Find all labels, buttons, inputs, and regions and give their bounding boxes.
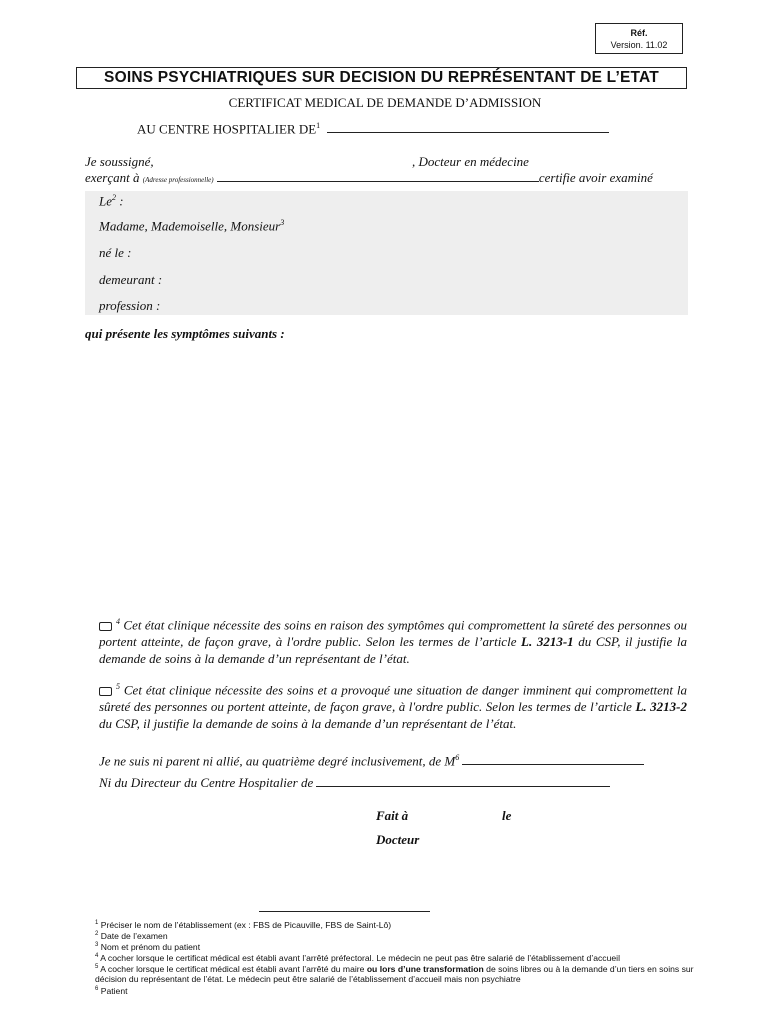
footnote-number: 1 [95, 920, 99, 926]
civilite-label: Madame, Mademoiselle, Monsieur [99, 218, 281, 234]
option-ordre-public [99, 613, 687, 667]
patient-name-field[interactable] [462, 754, 644, 765]
footnote-ref: 6 [455, 753, 460, 762]
option-2-checkbox[interactable] [99, 687, 112, 696]
footnote-separator [259, 911, 430, 912]
adresse-hint: (Adresse professionnelle) [142, 176, 214, 184]
docteur-signature-field[interactable]: Docteur [376, 832, 420, 847]
adresse-field[interactable] [217, 171, 539, 182]
le-label: Le [99, 193, 112, 209]
demeurant-field[interactable]: demeurant : [99, 272, 163, 287]
option-2-text: Cet état clinique nécessite des soins et a provoqué une situation de danger imminent qui compromettent la sûreté des personnes ou portent atteinte, de façon grave, à l'ordre public. Selon les termes de l’article [99, 682, 687, 715]
footnote-number: 2 [95, 931, 99, 937]
fait-a-field[interactable]: Fait à [376, 808, 409, 823]
footnote-text: Date de l’examen [100, 930, 168, 941]
footnote-text: Préciser le nom de l’établissement (ex : FBS de Picauville, FBS de Saint-Lô) [100, 919, 392, 930]
footnote-ref: 4 [116, 617, 120, 626]
reference-box [595, 23, 683, 54]
footnote-ref: 3 [280, 218, 285, 227]
exercant-label: exerçant à [85, 170, 140, 185]
subtitle-centre-hospitalier [137, 118, 609, 137]
footnote-text: A cocher lorsque le certificat médical est établi avant l’arrêté du maire [100, 963, 367, 974]
footnote-text: A cocher lorsque le certificat médical est établi avant l’arrêté préfectoral. Le médecin ne peut pas être salarié de l’établissement d’accueil [100, 952, 620, 963]
certifie-label: certifie avoir examiné [538, 170, 653, 185]
option-1-text: Cet état clinique nécessite des soins en raison des symptômes qui compromettent la sûreté des personnes ou portent atteinte, de façon grave, à l'ordre public. Selon les termes de l’article [99, 617, 687, 650]
footnote-6 [95, 984, 695, 996]
symptomes-label: qui présente les symptômes suivants : [85, 326, 285, 341]
docteur-en-medecine-label: , Docteur en médecine [412, 154, 529, 169]
subtitle-centre-label: AU CENTRE HOSPITALIER DE [137, 121, 317, 137]
footnote-number: 4 [95, 953, 99, 959]
version-label: Version. 11.02 [610, 40, 668, 50]
parent-label: Je ne suis ni parent ni allié, au quatrième degré inclusivement, de M [99, 753, 456, 769]
patient-panel [85, 191, 688, 315]
footnote-text: Nom et prénom du patient [100, 941, 201, 952]
directeur-centre-field[interactable] [316, 776, 610, 787]
date-signature-field[interactable]: le [502, 808, 512, 823]
footnote-number: 5 [95, 964, 99, 970]
document-title: SOINS PSYCHIATRIQUES SUR DECISION DU REPRÉSENTANT DE L’ETAT [76, 67, 687, 89]
footnote-bold: ou lors d’une transformation [366, 963, 484, 974]
option-2-text-end: du CSP, il justifie la demande de soins à la demande d’un représentant de l’état. [99, 716, 517, 732]
option-danger-imminent [99, 678, 687, 732]
option-2-article: L. 3213-2 [635, 699, 687, 715]
subtitle-certificat: CERTIFICAT MEDICAL DE DEMANDE D’ADMISSION [228, 95, 542, 110]
option-1-text-end: du CSP, il justifie la demande de soins à la demande d’un représentant de l’état. [99, 634, 687, 667]
je-soussigne-label: Je soussigné, [85, 154, 154, 169]
footnote-text-end: de soins libres ou à la demande d’un tiers en soins sur décision du représentant de l’état. Le médecin peut être salarié de l’établissement d’accueil mais non psychiatre [95, 963, 694, 985]
footnote-number: 3 [95, 942, 99, 948]
parent-declaration [99, 750, 644, 769]
option-1-checkbox[interactable] [99, 622, 112, 631]
date-examen-line[interactable] [99, 193, 124, 209]
footnote-ref: 2 [112, 193, 116, 202]
ne-le-field[interactable]: né le : [99, 245, 132, 260]
exercant-line [85, 170, 653, 188]
footnote-number: 6 [95, 986, 99, 992]
directeur-declaration [99, 775, 610, 791]
profession-field[interactable]: profession : [99, 298, 161, 313]
civilite-line[interactable] [99, 218, 284, 234]
footnote-text: Patient [100, 985, 128, 996]
ref-label: Réf. [630, 28, 648, 38]
footnote-ref: 5 [116, 682, 120, 691]
centre-hospitalier-field[interactable] [327, 122, 609, 133]
option-1-article: L. 3213-1 [521, 634, 574, 650]
le-colon: : [116, 193, 124, 209]
footnote-ref: 1 [316, 121, 321, 130]
directeur-label: Ni du Directeur du Centre Hospitalier de [99, 775, 314, 790]
footnote-5 [95, 962, 695, 985]
